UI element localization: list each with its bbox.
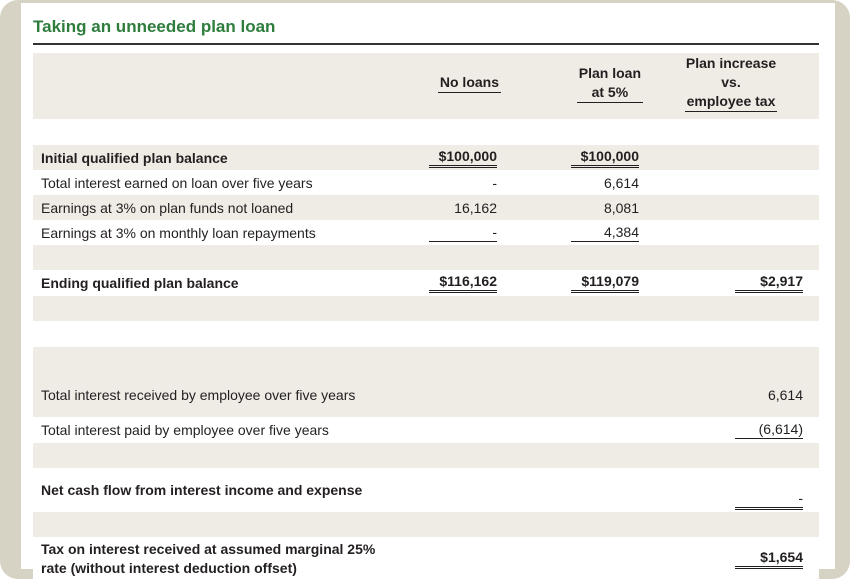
spacer-row bbox=[33, 296, 819, 321]
value: - bbox=[735, 490, 803, 510]
cell-plan-loan bbox=[501, 220, 643, 245]
cell-no-loans: - bbox=[417, 170, 501, 195]
value: $2,917 bbox=[735, 273, 803, 293]
row-label: Ending qualified plan balance bbox=[33, 270, 417, 296]
table-row bbox=[33, 145, 819, 170]
cell-plan-increase bbox=[643, 220, 819, 245]
table-row bbox=[33, 170, 819, 195]
cell-plan-loan bbox=[501, 145, 643, 170]
table-row bbox=[33, 417, 819, 443]
value: (6,614) bbox=[735, 421, 803, 439]
table-row bbox=[33, 468, 819, 512]
title-rule bbox=[33, 43, 819, 45]
spacer-row bbox=[33, 443, 819, 468]
table-row bbox=[33, 270, 819, 296]
value: - bbox=[429, 224, 497, 242]
cell-plan-loan bbox=[501, 468, 643, 512]
cell-no-loans bbox=[417, 220, 501, 245]
cell-no-loans bbox=[417, 270, 501, 296]
spacer-row bbox=[33, 347, 819, 373]
cell-plan-loan bbox=[501, 373, 643, 417]
cell-plan-increase bbox=[643, 417, 819, 443]
value: $1,654 bbox=[735, 549, 803, 569]
header-no-loans bbox=[417, 53, 501, 119]
row-label-text: Net cash flow from interest income and expense bbox=[41, 481, 363, 498]
loan-comparison-table bbox=[33, 53, 819, 581]
value: $100,000 bbox=[571, 148, 639, 168]
value: $116,162 bbox=[429, 273, 497, 293]
header-row bbox=[33, 53, 819, 119]
header-plan-loan-line2: at 5% bbox=[591, 83, 629, 100]
row-label: Total interest earned on loan over five years bbox=[33, 170, 417, 195]
cell-no-loans bbox=[417, 537, 501, 581]
cell-no-loans bbox=[417, 468, 501, 512]
cell-plan-loan: 6,614 bbox=[501, 170, 643, 195]
cell-no-loans bbox=[417, 145, 501, 170]
table-row bbox=[33, 537, 819, 581]
cell-plan-increase bbox=[643, 537, 819, 581]
row-label bbox=[33, 468, 417, 512]
cell-plan-loan: 8,081 bbox=[501, 195, 643, 220]
cell-no-loans bbox=[417, 417, 501, 443]
table-row bbox=[33, 195, 819, 220]
cell-plan-increase bbox=[643, 468, 819, 512]
value: 4,384 bbox=[571, 224, 639, 242]
spacer-row bbox=[33, 321, 819, 347]
cell-plan-loan bbox=[501, 270, 643, 296]
header-label-cell bbox=[33, 53, 417, 119]
table-row bbox=[33, 373, 819, 417]
table-row bbox=[33, 220, 819, 245]
content-panel bbox=[21, 3, 835, 576]
cell-no-loans bbox=[417, 373, 501, 417]
cell-plan-increase bbox=[643, 270, 819, 296]
cell-plan-increase bbox=[643, 195, 819, 220]
header-plan-increase-line2: vs. bbox=[721, 74, 741, 90]
page-title: Taking an unneeded plan loan bbox=[33, 17, 276, 36]
spacer-row bbox=[33, 512, 819, 537]
spacer-row bbox=[33, 245, 819, 270]
row-label-text: Total interest received by employee over five years bbox=[41, 386, 356, 403]
cell-plan-loan bbox=[501, 537, 643, 581]
header-plan-loan-text bbox=[577, 64, 643, 103]
row-label: Earnings at 3% on plan funds not loaned bbox=[33, 195, 417, 220]
header-plan-increase-line1: Plan increase bbox=[685, 55, 777, 71]
spacer-row bbox=[33, 119, 819, 145]
value: $100,000 bbox=[429, 148, 497, 168]
header-plan-loan-line1: Plan loan bbox=[578, 64, 641, 81]
cell-plan-increase bbox=[643, 145, 819, 170]
row-label-text: Tax on interest received at assumed marginal 25% rate (without interest deduction offset) bbox=[41, 541, 376, 576]
cell-plan-increase bbox=[643, 170, 819, 195]
row-label: Total interest paid by employee over five years bbox=[33, 417, 417, 443]
row-label: Initial qualified plan balance bbox=[33, 145, 417, 170]
cell-plan-increase: 6,614 bbox=[643, 373, 819, 417]
cell-no-loans: 16,162 bbox=[417, 195, 501, 220]
header-plan-increase-line3: employee tax bbox=[685, 92, 778, 112]
header-no-loans-text: No loans bbox=[438, 73, 501, 93]
row-label bbox=[33, 373, 417, 417]
row-label: Earnings at 3% on monthly loan repayments bbox=[33, 220, 417, 245]
header-plan-increase bbox=[643, 53, 819, 119]
row-label bbox=[33, 537, 417, 581]
cell-plan-loan bbox=[501, 417, 643, 443]
value: $119,079 bbox=[571, 273, 639, 293]
header-plan-loan bbox=[501, 53, 643, 119]
